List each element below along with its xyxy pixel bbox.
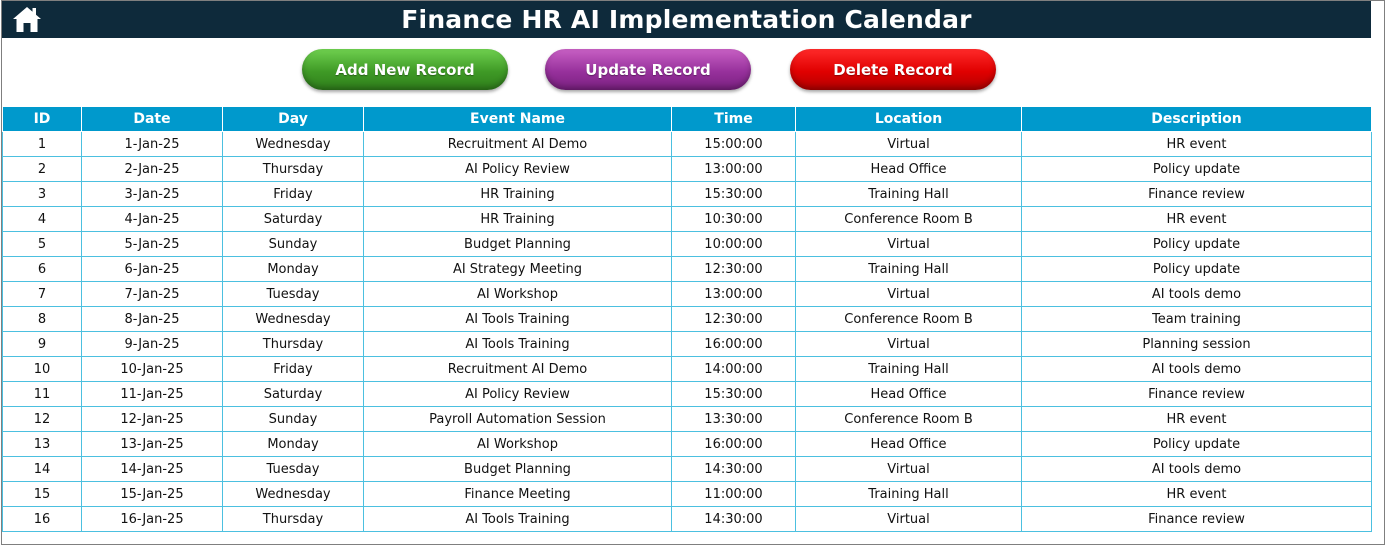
cell-day[interactable]: Thursday — [223, 507, 364, 532]
update-record-label: Update Record — [585, 60, 711, 79]
cell-location[interactable]: Virtual — [796, 457, 1022, 482]
table-row[interactable] — [3, 207, 1372, 232]
cell-time[interactable]: 15:30:00 — [672, 382, 796, 407]
table-row[interactable] — [3, 332, 1372, 357]
cell-day[interactable]: Monday — [223, 432, 364, 457]
delete-record-button[interactable] — [790, 49, 996, 90]
table-row[interactable] — [3, 382, 1372, 407]
table-row[interactable] — [3, 432, 1372, 457]
cell-date[interactable]: 6-Jan-25 — [82, 257, 223, 282]
cell-day[interactable]: Saturday — [223, 207, 364, 232]
cell-day[interactable]: Saturday — [223, 382, 364, 407]
cell-time[interactable]: 14:00:00 — [672, 357, 796, 382]
cell-time[interactable]: 12:30:00 — [672, 257, 796, 282]
cell-id[interactable]: 1 — [3, 132, 82, 157]
cell-time[interactable]: 14:30:00 — [672, 507, 796, 532]
cell-time[interactable]: 13:30:00 — [672, 407, 796, 432]
cell-location[interactable]: Training Hall — [796, 182, 1022, 207]
cell-description[interactable]: Team training — [1022, 307, 1372, 332]
cell-location[interactable]: Training Hall — [796, 482, 1022, 507]
cell-event-name[interactable]: Recruitment AI Demo — [364, 132, 672, 157]
cell-date[interactable]: 9-Jan-25 — [82, 332, 223, 357]
home-icon[interactable] — [11, 4, 43, 34]
cell-day[interactable]: Wednesday — [223, 482, 364, 507]
table-row[interactable] — [3, 132, 1372, 157]
cell-event-name[interactable]: AI Policy Review — [364, 157, 672, 182]
column-header-location[interactable]: Location — [796, 107, 1022, 132]
cell-location[interactable]: Virtual — [796, 132, 1022, 157]
column-header-event-name[interactable]: Event Name — [364, 107, 672, 132]
cell-day[interactable]: Wednesday — [223, 132, 364, 157]
cell-day[interactable]: Sunday — [223, 232, 364, 257]
cell-day[interactable]: Friday — [223, 182, 364, 207]
cell-event-name[interactable]: AI Strategy Meeting — [364, 257, 672, 282]
cell-location[interactable]: Head Office — [796, 382, 1022, 407]
cell-id[interactable]: 7 — [3, 282, 82, 307]
column-header-id[interactable]: ID — [3, 107, 82, 132]
cell-location[interactable]: Virtual — [796, 232, 1022, 257]
cell-id[interactable]: 11 — [3, 382, 82, 407]
cell-event-name[interactable]: Budget Planning — [364, 232, 672, 257]
cell-event-name[interactable]: AI Tools Training — [364, 307, 672, 332]
cell-description[interactable]: Policy update — [1022, 232, 1372, 257]
cell-description[interactable]: Planning session — [1022, 332, 1372, 357]
cell-time[interactable]: 13:00:00 — [672, 157, 796, 182]
cell-date[interactable]: 13-Jan-25 — [82, 432, 223, 457]
table-row[interactable] — [3, 282, 1372, 307]
calendar-table — [2, 106, 1372, 532]
table-row[interactable] — [3, 457, 1372, 482]
delete-record-label: Delete Record — [833, 60, 953, 79]
cell-id[interactable]: 5 — [3, 232, 82, 257]
cell-day[interactable]: Friday — [223, 357, 364, 382]
cell-event-name[interactable]: AI Tools Training — [364, 332, 672, 357]
cell-time[interactable]: 15:00:00 — [672, 132, 796, 157]
cell-date[interactable]: 12-Jan-25 — [82, 407, 223, 432]
cell-description[interactable]: Finance review — [1022, 382, 1372, 407]
cell-id[interactable]: 16 — [3, 507, 82, 532]
cell-day[interactable]: Wednesday — [223, 307, 364, 332]
cell-description[interactable]: Finance review — [1022, 507, 1372, 532]
cell-id[interactable]: 15 — [3, 482, 82, 507]
cell-time[interactable]: 16:00:00 — [672, 332, 796, 357]
cell-date[interactable]: 4-Jan-25 — [82, 207, 223, 232]
cell-time[interactable]: 13:00:00 — [672, 282, 796, 307]
cell-event-name[interactable]: Finance Meeting — [364, 482, 672, 507]
cell-description[interactable]: Policy update — [1022, 157, 1372, 182]
cell-time[interactable]: 10:00:00 — [672, 232, 796, 257]
cell-location[interactable]: Virtual — [796, 332, 1022, 357]
cell-event-name[interactable]: Budget Planning — [364, 457, 672, 482]
cell-date[interactable]: 14-Jan-25 — [82, 457, 223, 482]
cell-id[interactable]: 14 — [3, 457, 82, 482]
cell-date[interactable]: 10-Jan-25 — [82, 357, 223, 382]
column-header-date[interactable]: Date — [82, 107, 223, 132]
cell-description[interactable]: HR event — [1022, 482, 1372, 507]
cell-day[interactable]: Thursday — [223, 157, 364, 182]
cell-date[interactable]: 8-Jan-25 — [82, 307, 223, 332]
cell-description[interactable]: Policy update — [1022, 432, 1372, 457]
add-new-record-label: Add New Record — [335, 60, 475, 79]
cell-event-name[interactable]: HR Training — [364, 182, 672, 207]
cell-day[interactable]: Thursday — [223, 332, 364, 357]
cell-date[interactable]: 16-Jan-25 — [82, 507, 223, 532]
cell-description[interactable]: AI tools demo — [1022, 357, 1372, 382]
cell-event-name[interactable]: AI Workshop — [364, 432, 672, 457]
cell-time[interactable]: 15:30:00 — [672, 182, 796, 207]
column-header-day[interactable]: Day — [223, 107, 364, 132]
cell-id[interactable]: 3 — [3, 182, 82, 207]
cell-date[interactable]: 3-Jan-25 — [82, 182, 223, 207]
cell-day[interactable]: Monday — [223, 257, 364, 282]
table-row[interactable] — [3, 257, 1372, 282]
cell-location[interactable]: Conference Room B — [796, 407, 1022, 432]
cell-event-name[interactable]: AI Policy Review — [364, 382, 672, 407]
cell-description[interactable]: AI tools demo — [1022, 457, 1372, 482]
cell-day[interactable]: Sunday — [223, 407, 364, 432]
cell-id[interactable]: 13 — [3, 432, 82, 457]
cell-location[interactable]: Training Hall — [796, 257, 1022, 282]
cell-location[interactable]: Conference Room B — [796, 307, 1022, 332]
cell-event-name[interactable]: HR Training — [364, 207, 672, 232]
column-header-time[interactable]: Time — [672, 107, 796, 132]
cell-id[interactable]: 12 — [3, 407, 82, 432]
cell-id[interactable]: 9 — [3, 332, 82, 357]
cell-id[interactable]: 6 — [3, 257, 82, 282]
cell-time[interactable]: 14:30:00 — [672, 457, 796, 482]
cell-description[interactable]: HR event — [1022, 207, 1372, 232]
cell-date[interactable]: 2-Jan-25 — [82, 157, 223, 182]
cell-time[interactable]: 10:30:00 — [672, 207, 796, 232]
cell-day[interactable]: Tuesday — [223, 282, 364, 307]
cell-id[interactable]: 8 — [3, 307, 82, 332]
cell-event-name[interactable]: Recruitment AI Demo — [364, 357, 672, 382]
cell-time[interactable]: 11:00:00 — [672, 482, 796, 507]
table-row[interactable] — [3, 357, 1372, 382]
cell-description[interactable]: Policy update — [1022, 257, 1372, 282]
table-row[interactable] — [3, 507, 1372, 532]
cell-location[interactable]: Training Hall — [796, 357, 1022, 382]
cell-day[interactable]: Tuesday — [223, 457, 364, 482]
add-new-record-button[interactable] — [302, 49, 508, 90]
table-header-row — [3, 107, 1372, 132]
cell-id[interactable]: 4 — [3, 207, 82, 232]
cell-time[interactable]: 12:30:00 — [672, 307, 796, 332]
cell-event-name[interactable]: AI Workshop — [364, 282, 672, 307]
cell-location[interactable]: Virtual — [796, 282, 1022, 307]
table-row[interactable] — [3, 157, 1372, 182]
cell-description[interactable]: HR event — [1022, 407, 1372, 432]
cell-description[interactable]: Finance review — [1022, 182, 1372, 207]
cell-id[interactable]: 2 — [3, 157, 82, 182]
update-record-button[interactable] — [545, 49, 751, 90]
cell-date[interactable]: 7-Jan-25 — [82, 282, 223, 307]
cell-location[interactable]: Conference Room B — [796, 207, 1022, 232]
page-title: Finance HR AI Implementation Calendar — [401, 5, 972, 34]
cell-location[interactable]: Head Office — [796, 432, 1022, 457]
table-row[interactable] — [3, 182, 1372, 207]
cell-time[interactable]: 16:00:00 — [672, 432, 796, 457]
table-row[interactable] — [3, 307, 1372, 332]
cell-date[interactable]: 11-Jan-25 — [82, 382, 223, 407]
cell-date[interactable]: 15-Jan-25 — [82, 482, 223, 507]
cell-location[interactable]: Head Office — [796, 157, 1022, 182]
cell-date[interactable]: 1-Jan-25 — [82, 132, 223, 157]
table-row[interactable] — [3, 482, 1372, 507]
cell-event-name[interactable]: AI Tools Training — [364, 507, 672, 532]
cell-description[interactable]: HR event — [1022, 132, 1372, 157]
cell-id[interactable]: 10 — [3, 357, 82, 382]
table-row[interactable] — [3, 232, 1372, 257]
cell-date[interactable]: 5-Jan-25 — [82, 232, 223, 257]
title-bar — [2, 1, 1371, 38]
table-row[interactable] — [3, 407, 1372, 432]
cell-event-name[interactable]: Payroll Automation Session — [364, 407, 672, 432]
cell-location[interactable]: Virtual — [796, 507, 1022, 532]
table-body — [3, 132, 1372, 532]
cell-description[interactable]: AI tools demo — [1022, 282, 1372, 307]
column-header-description[interactable]: Description — [1022, 107, 1372, 132]
